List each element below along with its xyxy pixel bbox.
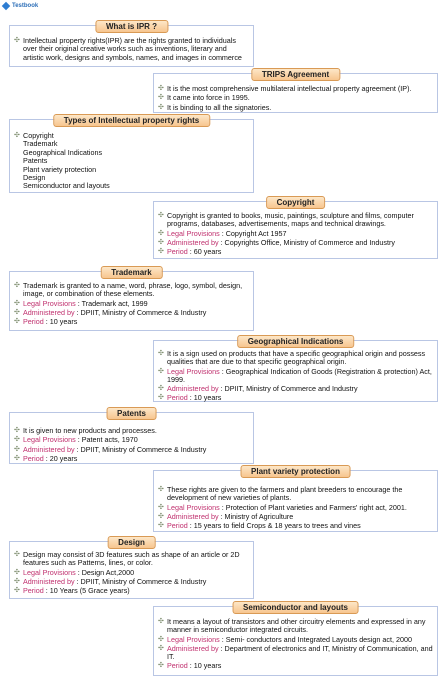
types-title: Types of Intellectual property rights xyxy=(53,114,210,127)
period-value: : 10 Years (5 Grace years) xyxy=(45,586,130,596)
copyright-card xyxy=(153,198,438,259)
trademark-desc: Trademark is granted to a name, word, phrase, logo, symbol, design, image, or combination of these elements. xyxy=(23,281,243,299)
legal-value: : Protection of Plant varieties and Farmers' right act, 2001. xyxy=(221,502,407,512)
bullet-icon: ✣ xyxy=(158,367,164,375)
type-item: Trademark xyxy=(23,139,58,149)
bullet-icon: ✣ xyxy=(158,635,164,643)
bullet-icon: ✣ xyxy=(14,454,20,462)
admin-label: Administered by xyxy=(23,444,75,454)
semiconductor-desc: It means a layout of transistors and other circuitry elements and expressed in any manner in semiconductor integrated circuits. xyxy=(167,617,426,635)
design-title: Design xyxy=(107,536,156,549)
period-value: : 60 years xyxy=(189,247,222,257)
period-value: : 10 years xyxy=(189,393,222,403)
admin-value: : Department of electronics and IT, Ministry of Communication, and IT. xyxy=(167,643,433,662)
admin-label: Administered by xyxy=(23,307,75,317)
semiconductor-card xyxy=(153,603,438,676)
bullet-icon: ✣ xyxy=(158,618,164,625)
plant-card xyxy=(153,467,438,532)
patents-title: Patents xyxy=(106,407,157,420)
bullet-icon: ✣ xyxy=(158,644,164,652)
period-label: Period xyxy=(167,521,188,531)
legal-label: Legal Provisions xyxy=(23,435,76,445)
trips-item: It came into force in 1995. xyxy=(167,93,250,103)
bullet-icon: ✣ xyxy=(158,503,164,511)
bullet-icon: ✣ xyxy=(14,299,20,307)
admin-value: : Ministry of Agriculture xyxy=(220,511,294,521)
legal-value: : Geographical Indication of Goods (Registration & protection) Act, 1999. xyxy=(167,366,432,384)
period-label: Period xyxy=(23,317,44,327)
bullet-icon: ✣ xyxy=(158,229,164,237)
gi-title: Geographical Indications xyxy=(237,335,355,348)
trademark-title: Trademark xyxy=(100,266,162,279)
legal-label: Legal Provisions xyxy=(167,228,220,238)
bullet-icon: ✣ xyxy=(14,551,20,558)
copyright-desc: Copyright is granted to books, music, paintings, sculpture and films, computer programs, databases, advertisements, maps and technical drawings. xyxy=(167,211,414,229)
bullet-icon: ✣ xyxy=(158,248,164,256)
period-value: : 20 years xyxy=(45,453,78,463)
brand-name: Testbook xyxy=(12,2,39,9)
patents-desc: It is given to new products and processes. xyxy=(23,426,157,435)
gi-desc: It is a sign used on products that have a specific geographical origin and possess qualities that are due to that specific geographical origin. xyxy=(167,349,426,367)
admin-value: : DPIIT, Ministry of Commerce and Industry xyxy=(220,384,358,394)
bullet-icon: ✣ xyxy=(14,37,20,44)
bullet-icon: ✣ xyxy=(158,512,164,520)
admin-label: Administered by xyxy=(167,511,219,521)
period-label: Period xyxy=(23,453,44,463)
trips-item: It is binding to all the signatories. xyxy=(167,102,272,112)
brand-logo xyxy=(3,1,38,10)
plant-title: Plant variety protection xyxy=(240,465,351,478)
bullet-icon: ✣ xyxy=(158,385,164,393)
bullet-icon: ✣ xyxy=(14,282,20,289)
what-is-ipr-card xyxy=(9,22,254,67)
bullet-icon: ✣ xyxy=(14,568,20,576)
bullet-icon: ✣ xyxy=(158,350,164,357)
what-is-ipr-title: What is IPR ? xyxy=(95,20,168,33)
admin-label: Administered by xyxy=(167,643,219,653)
gi-card xyxy=(153,337,438,403)
trips-card xyxy=(153,70,438,113)
types-card xyxy=(9,116,254,193)
type-item: Plant variety protection xyxy=(23,164,97,174)
bullet-icon: ✣ xyxy=(158,103,164,111)
period-label: Period xyxy=(167,393,188,403)
admin-value: : Copyrights Office, Ministry of Commerce and Industry xyxy=(220,237,395,247)
bullet-icon: ✣ xyxy=(14,427,20,434)
bullet-icon: ✣ xyxy=(158,85,164,92)
design-card xyxy=(9,538,254,599)
legal-label: Legal Provisions xyxy=(167,634,220,644)
type-item: Semiconductor and layouts xyxy=(23,181,110,191)
bullet-icon: ✣ xyxy=(158,212,164,219)
period-value: : 10 years xyxy=(189,661,222,671)
bullet-icon: ✣ xyxy=(158,394,164,402)
legal-label: Legal Provisions xyxy=(167,366,220,376)
trips-item: It is the most comprehensive multilateral intellectual property agreement (IP). xyxy=(167,84,412,93)
period-value: : 15 years to field Crops & 18 years to trees and vines xyxy=(189,521,361,531)
bullet-icon: ✣ xyxy=(14,445,20,453)
what-is-ipr-text: Intellectual property rights(IPR) are the rights granted to individuals over their original creative works such as inventions, literary and artistic work, designs and symbols, names, and images in commerce xyxy=(23,36,242,62)
type-item: Design xyxy=(23,173,46,183)
legal-value: : Copyright Act 1957 xyxy=(221,228,287,238)
bullet-icon: ✣ xyxy=(158,522,164,530)
admin-value: : DPIIT, Ministry of Commerce & Industry xyxy=(76,576,207,586)
bullet-icon: ✣ xyxy=(14,318,20,326)
legal-value: : Design Act,2000 xyxy=(77,567,135,577)
bullet-icon: ✣ xyxy=(158,486,164,493)
copyright-title: Copyright xyxy=(266,196,326,209)
bullet-icon: ✣ xyxy=(14,436,20,444)
bullet-icon: ✣ xyxy=(158,238,164,246)
admin-label: Administered by xyxy=(167,384,219,394)
bullet-icon: ✣ xyxy=(14,587,20,595)
legal-label: Legal Provisions xyxy=(23,567,76,577)
design-desc: Design may consist of 3D features such as shape of an article or 2D features such as Patterns, lines, or color. xyxy=(23,550,240,568)
admin-value: : DPIIT, Ministry of Commerce & Industry xyxy=(76,307,207,317)
semiconductor-title: Semiconductor and layouts xyxy=(232,601,359,614)
bullet-icon: ✣ xyxy=(158,662,164,670)
legal-value: : Patent acts, 1970 xyxy=(77,435,138,445)
testbook-logo-icon xyxy=(2,1,10,9)
admin-label: Administered by xyxy=(23,576,75,586)
legal-value: : Semi- conductors and Integrated Layouts design act, 2000 xyxy=(221,634,412,644)
bullet-icon: ✣ xyxy=(14,308,20,316)
type-item: Geographical Indications xyxy=(23,147,103,157)
bullet-icon: ✣ xyxy=(14,577,20,585)
period-label: Period xyxy=(23,586,44,596)
legal-label: Legal Provisions xyxy=(167,502,220,512)
period-value: : 10 years xyxy=(45,317,78,327)
period-label: Period xyxy=(167,247,188,257)
bullet-icon: ✣ xyxy=(14,132,20,139)
trips-title: TRIPS Agreement xyxy=(251,68,340,81)
patents-card xyxy=(9,409,254,464)
bullet-icon: ✣ xyxy=(158,94,164,102)
trademark-card xyxy=(9,268,254,331)
admin-label: Administered by xyxy=(167,237,219,247)
legal-label: Legal Provisions xyxy=(23,298,76,308)
type-item: Patents xyxy=(23,156,48,166)
type-item: Copyright xyxy=(23,131,54,140)
plant-desc: These rights are given to the farmers and plant breeders to encourage the development of new varieties of plants. xyxy=(167,485,403,503)
admin-value: : DPIIT, Ministry of Commerce & Industry xyxy=(76,444,207,454)
period-label: Period xyxy=(167,661,188,671)
legal-value: : Trademark act, 1999 xyxy=(77,298,148,308)
